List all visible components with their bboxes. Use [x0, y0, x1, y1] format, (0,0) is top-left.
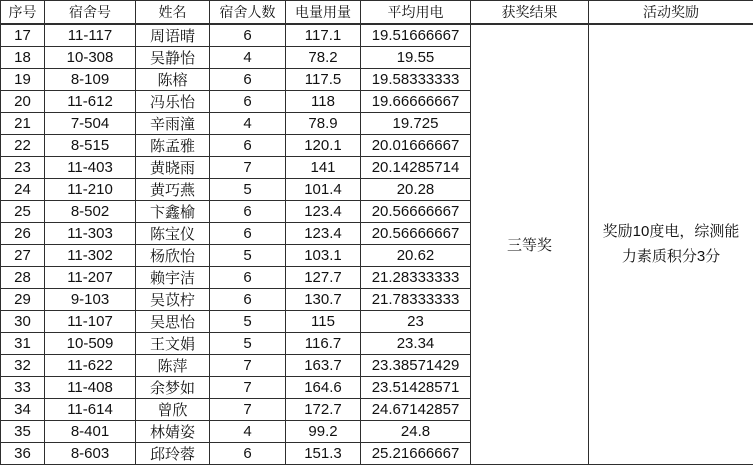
cell-seq: 21	[1, 112, 45, 134]
cell-seq: 28	[1, 266, 45, 288]
cell-room: 10-509	[45, 332, 136, 354]
cell-seq: 36	[1, 442, 45, 464]
cell-people: 6	[210, 222, 286, 244]
cell-seq: 17	[1, 24, 45, 47]
cell-usage: 115	[286, 310, 361, 332]
cell-seq: 30	[1, 310, 45, 332]
cell-people: 6	[210, 68, 286, 90]
cell-people: 6	[210, 266, 286, 288]
cell-avg: 19.725	[361, 112, 471, 134]
cell-seq: 22	[1, 134, 45, 156]
table-body	[1, 24, 753, 465]
cell-name: 冯乐怡	[136, 90, 210, 112]
cell-name: 卞鑫榆	[136, 200, 210, 222]
cell-award-result: 三等奖	[471, 24, 589, 465]
cell-people: 6	[210, 200, 286, 222]
cell-usage: 118	[286, 90, 361, 112]
cell-seq: 24	[1, 178, 45, 200]
cell-room: 11-303	[45, 222, 136, 244]
cell-people: 5	[210, 178, 286, 200]
cell-room: 11-207	[45, 266, 136, 288]
cell-name: 陈宝仪	[136, 222, 210, 244]
cell-people: 4	[210, 112, 286, 134]
cell-name: 余梦如	[136, 376, 210, 398]
header-avg: 平均用电	[361, 1, 471, 24]
cell-usage: 78.9	[286, 112, 361, 134]
header-reward: 活动奖励	[589, 1, 753, 24]
cell-name: 吴静怡	[136, 46, 210, 68]
header-name: 姓名	[136, 1, 210, 24]
cell-avg: 20.62	[361, 244, 471, 266]
cell-name: 陈孟雅	[136, 134, 210, 156]
cell-room: 11-614	[45, 398, 136, 420]
cell-avg: 20.56666667	[361, 222, 471, 244]
cell-people: 7	[210, 376, 286, 398]
cell-name: 曾欣	[136, 398, 210, 420]
cell-name: 陈榕	[136, 68, 210, 90]
cell-room: 10-308	[45, 46, 136, 68]
cell-room: 8-401	[45, 420, 136, 442]
cell-usage: 99.2	[286, 420, 361, 442]
cell-usage: 117.1	[286, 24, 361, 47]
cell-avg: 23.51428571	[361, 376, 471, 398]
cell-avg: 19.58333333	[361, 68, 471, 90]
cell-people: 6	[210, 442, 286, 464]
cell-avg: 23.38571429	[361, 354, 471, 376]
cell-name: 黄晓雨	[136, 156, 210, 178]
header-room: 宿舍号	[45, 1, 136, 24]
cell-avg: 24.67142857	[361, 398, 471, 420]
cell-usage: 117.5	[286, 68, 361, 90]
table-row	[1, 24, 753, 47]
cell-avg: 21.28333333	[361, 266, 471, 288]
cell-usage: 116.7	[286, 332, 361, 354]
cell-people: 4	[210, 46, 286, 68]
cell-room: 11-403	[45, 156, 136, 178]
header-seq: 序号	[1, 1, 45, 24]
cell-room: 8-109	[45, 68, 136, 90]
cell-usage: 120.1	[286, 134, 361, 156]
cell-avg: 19.66666667	[361, 90, 471, 112]
cell-seq: 20	[1, 90, 45, 112]
cell-name: 周语晴	[136, 24, 210, 47]
cell-room: 11-210	[45, 178, 136, 200]
cell-usage: 130.7	[286, 288, 361, 310]
cell-seq: 31	[1, 332, 45, 354]
cell-people: 4	[210, 420, 286, 442]
cell-room: 11-107	[45, 310, 136, 332]
cell-people: 5	[210, 332, 286, 354]
cell-seq: 32	[1, 354, 45, 376]
cell-name: 杨欣怡	[136, 244, 210, 266]
cell-name: 辛雨潼	[136, 112, 210, 134]
cell-usage: 123.4	[286, 222, 361, 244]
cell-room: 8-502	[45, 200, 136, 222]
cell-name: 黄巧燕	[136, 178, 210, 200]
cell-avg: 19.55	[361, 46, 471, 68]
header-people: 宿舍人数	[210, 1, 286, 24]
cell-avg: 23	[361, 310, 471, 332]
cell-people: 7	[210, 354, 286, 376]
cell-seq: 23	[1, 156, 45, 178]
cell-seq: 18	[1, 46, 45, 68]
cell-avg: 21.78333333	[361, 288, 471, 310]
cell-seq: 26	[1, 222, 45, 244]
cell-name: 吴苡柠	[136, 288, 210, 310]
cell-usage: 151.3	[286, 442, 361, 464]
cell-usage: 101.4	[286, 178, 361, 200]
cell-room: 11-408	[45, 376, 136, 398]
cell-seq: 33	[1, 376, 45, 398]
cell-room: 8-515	[45, 134, 136, 156]
cell-usage: 164.6	[286, 376, 361, 398]
cell-people: 6	[210, 24, 286, 47]
cell-people: 6	[210, 134, 286, 156]
cell-usage: 78.2	[286, 46, 361, 68]
cell-seq: 29	[1, 288, 45, 310]
cell-room: 11-117	[45, 24, 136, 47]
cell-people: 7	[210, 156, 286, 178]
cell-usage: 163.7	[286, 354, 361, 376]
cell-name: 陈萍	[136, 354, 210, 376]
cell-seq: 34	[1, 398, 45, 420]
header-row	[1, 1, 753, 24]
cell-people: 5	[210, 244, 286, 266]
cell-avg: 23.34	[361, 332, 471, 354]
cell-usage: 103.1	[286, 244, 361, 266]
cell-usage: 127.7	[286, 266, 361, 288]
cell-seq: 27	[1, 244, 45, 266]
cell-avg: 25.21666667	[361, 442, 471, 464]
cell-room: 8-603	[45, 442, 136, 464]
cell-seq: 19	[1, 68, 45, 90]
cell-name: 吴思怡	[136, 310, 210, 332]
cell-avg: 20.56666667	[361, 200, 471, 222]
cell-name: 王文娟	[136, 332, 210, 354]
cell-avg: 20.01666667	[361, 134, 471, 156]
cell-seq: 35	[1, 420, 45, 442]
cell-avg: 20.14285714	[361, 156, 471, 178]
cell-name: 邱玲蓉	[136, 442, 210, 464]
cell-name: 赖宇洁	[136, 266, 210, 288]
cell-avg: 19.51666667	[361, 24, 471, 47]
cell-usage: 172.7	[286, 398, 361, 420]
cell-people: 6	[210, 288, 286, 310]
cell-people: 7	[210, 398, 286, 420]
cell-people: 6	[210, 90, 286, 112]
table-header	[1, 1, 753, 24]
cell-name: 林婧姿	[136, 420, 210, 442]
header-usage: 电量用量	[286, 1, 361, 24]
cell-avg: 24.8	[361, 420, 471, 442]
cell-avg: 20.28	[361, 178, 471, 200]
cell-usage: 141	[286, 156, 361, 178]
cell-room: 11-612	[45, 90, 136, 112]
cell-activity-reward: 奖励10度电，综测能力素质积分3分	[589, 24, 753, 465]
cell-seq: 25	[1, 200, 45, 222]
cell-room: 7-504	[45, 112, 136, 134]
cell-room: 9-103	[45, 288, 136, 310]
cell-room: 11-622	[45, 354, 136, 376]
header-award: 获奖结果	[471, 1, 589, 24]
cell-usage: 123.4	[286, 200, 361, 222]
cell-room: 11-302	[45, 244, 136, 266]
cell-people: 5	[210, 310, 286, 332]
